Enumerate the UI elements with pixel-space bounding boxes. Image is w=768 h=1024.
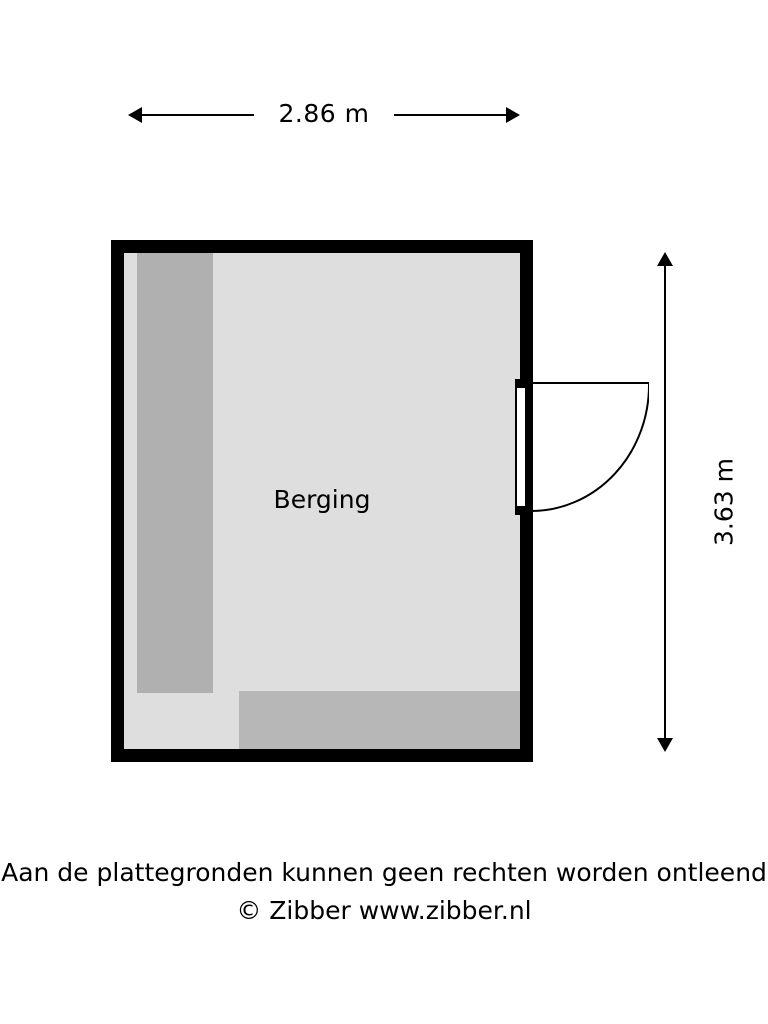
height-dimension <box>646 252 739 752</box>
arrow-down-icon <box>657 738 673 752</box>
dimension-line <box>664 260 666 744</box>
door-leaf-icon <box>515 379 527 515</box>
door-jamb-bottom-icon <box>515 506 527 515</box>
footer <box>0 856 768 928</box>
door-swing-arc-icon <box>527 379 649 515</box>
height-dimension-label: 3.63 m <box>707 452 740 552</box>
door <box>515 379 649 515</box>
door-jamb-top-icon <box>515 379 527 388</box>
arrow-right-icon <box>506 107 520 123</box>
floor-shade-bottom <box>239 691 520 749</box>
room-floor <box>124 253 520 749</box>
width-dimension-label: 2.86 m <box>254 96 394 132</box>
disclaimer-text: Aan de plattegronden kunnen geen rechten worden ontleend <box>1 858 767 887</box>
copyright-text: © Zibber www.zibber.nl <box>236 896 532 925</box>
width-dimension <box>128 98 520 140</box>
room-outline <box>111 240 533 762</box>
floor-shade-left <box>137 253 213 693</box>
room-name-label: Berging <box>273 485 371 514</box>
